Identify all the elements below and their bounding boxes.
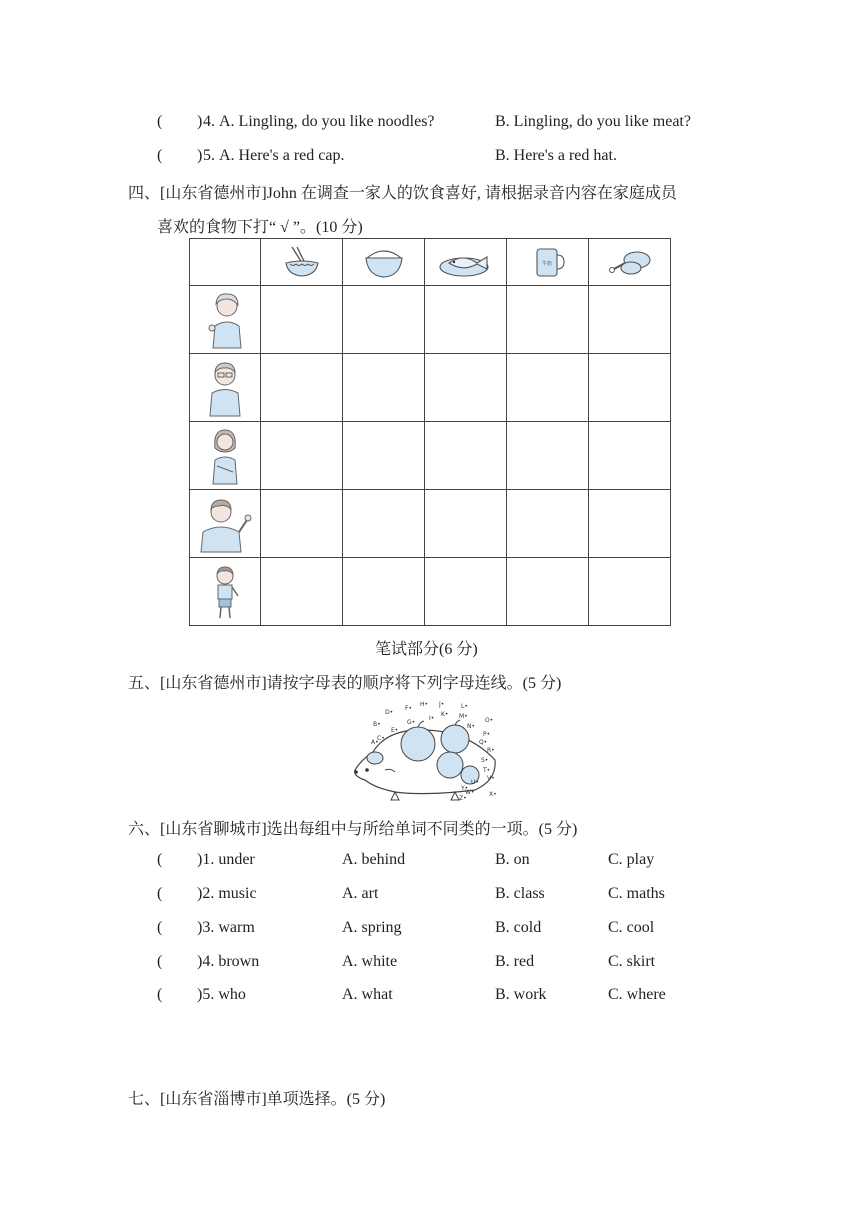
dot-letter: D• xyxy=(385,709,394,716)
noodles-icon xyxy=(280,245,324,279)
item-number: 4. xyxy=(203,113,215,130)
father-icon xyxy=(195,494,255,554)
option-b: B. work xyxy=(495,986,547,1003)
dot-letter: Y• xyxy=(461,785,469,792)
question-word: )2. music xyxy=(197,885,257,902)
dot-letter: G• xyxy=(407,719,416,726)
answer-paren[interactable]: ( xyxy=(157,147,163,164)
answer-cell[interactable] xyxy=(343,490,425,558)
table-header-row xyxy=(190,239,671,286)
dot-letter: T• xyxy=(483,767,491,774)
answer-cell[interactable] xyxy=(343,354,425,422)
section4-title-line1: 四、[山东省德州市]John 在调查一家人的饮食喜好, 请根据录音内容在家庭成员 xyxy=(128,185,677,202)
chicken-icon xyxy=(604,246,656,278)
section7-title: 七、[山东省淄博市]单项选择。(5 分) xyxy=(128,1091,386,1108)
section6-title: 六、[山东省聊城市]选出每组中与所给单词不同类的一项。(5 分) xyxy=(128,821,578,838)
option-b: B. cold xyxy=(495,919,542,936)
answer-cell[interactable] xyxy=(343,558,425,626)
hedgehog-dot-to-dot xyxy=(345,700,515,804)
answer-cell[interactable] xyxy=(343,286,425,354)
dot-letter: J• xyxy=(439,701,445,708)
option-a: A. what xyxy=(342,986,393,1003)
dot-letter: S• xyxy=(481,757,489,764)
member-row-grandma xyxy=(190,286,671,354)
grandma-icon xyxy=(205,290,245,350)
member-cell xyxy=(190,490,261,558)
member-cell xyxy=(190,354,261,422)
written-part-header: 笔试部分(6 分) xyxy=(375,641,478,658)
option-c: C. skirt xyxy=(608,953,656,970)
option-b: B. Here's a red hat. xyxy=(495,147,617,164)
answer-paren[interactable]: ( xyxy=(157,885,163,902)
item-number: 5. xyxy=(203,147,215,164)
answer-cell[interactable] xyxy=(589,354,671,422)
dot-letter: Z• xyxy=(459,795,467,802)
option-b: B. red xyxy=(495,953,535,970)
option-a: A. art xyxy=(342,885,379,902)
option-c: C. maths xyxy=(608,885,665,902)
question-word: )1. under xyxy=(197,851,255,868)
answer-cell[interactable] xyxy=(425,422,507,490)
food-preference-table xyxy=(189,238,671,626)
member-cell xyxy=(190,422,261,490)
dot-letter: L• xyxy=(461,703,468,710)
mother-icon xyxy=(205,426,245,486)
rice-icon xyxy=(361,244,407,280)
dot-letter: M• xyxy=(459,713,468,720)
answer-paren[interactable]: ( xyxy=(157,986,163,1003)
answer-cell[interactable] xyxy=(507,422,589,490)
dot-letter: O• xyxy=(485,717,494,724)
answer-cell[interactable] xyxy=(261,422,343,490)
dot-letter: U• xyxy=(471,779,479,786)
answer-cell[interactable] xyxy=(425,558,507,626)
answer-cell[interactable] xyxy=(507,354,589,422)
answer-cell[interactable] xyxy=(425,490,507,558)
option-b: B. Lingling, do you like meat? xyxy=(495,113,691,130)
answer-cell[interactable] xyxy=(261,490,343,558)
answer-cell[interactable] xyxy=(507,286,589,354)
option-a: A. spring xyxy=(342,919,402,936)
answer-paren[interactable]: ( xyxy=(157,851,163,868)
answer-cell[interactable] xyxy=(425,286,507,354)
dot-letter: R• xyxy=(487,747,495,754)
dot-letter: X• xyxy=(489,791,497,798)
answer-paren[interactable]: ( xyxy=(157,113,163,130)
answer-cell[interactable] xyxy=(261,354,343,422)
paren-close: ) xyxy=(197,147,203,164)
option-a: A. behind xyxy=(342,851,406,868)
milk-label: 牛奶 xyxy=(541,261,552,267)
grandpa-icon xyxy=(205,358,245,418)
option-a: A. white xyxy=(342,953,398,970)
milk-icon xyxy=(528,244,568,280)
fish-icon xyxy=(437,245,495,279)
dot-letter: W• xyxy=(465,789,475,796)
dot-letter: Q• xyxy=(479,739,488,746)
answer-cell[interactable] xyxy=(507,490,589,558)
option-c: C. where xyxy=(608,986,666,1003)
answer-cell[interactable] xyxy=(589,558,671,626)
dot-letter: N• xyxy=(467,723,476,730)
option-c: C. cool xyxy=(608,919,655,936)
dot-letter: H• xyxy=(420,701,429,708)
question-word: )3. warm xyxy=(197,919,255,936)
option-a: A. Here's a red cap. xyxy=(219,147,345,164)
header-milk xyxy=(507,239,589,286)
option-b: B. class xyxy=(495,885,545,902)
member-cell xyxy=(190,286,261,354)
section4-title-line2: 喜欢的食物下打“ √ ”。(10 分) xyxy=(157,219,363,236)
question-word: )4. brown xyxy=(197,953,260,970)
answer-cell[interactable] xyxy=(589,490,671,558)
header-noodles xyxy=(261,239,343,286)
member-row-boy xyxy=(190,558,671,626)
dot-letter: A• xyxy=(371,739,379,746)
dot-letter: I• xyxy=(429,715,435,722)
answer-cell[interactable] xyxy=(589,286,671,354)
dot-letter: V• xyxy=(487,775,495,782)
member-row-grandpa xyxy=(190,354,671,422)
answer-cell[interactable] xyxy=(507,558,589,626)
option-b: B. on xyxy=(495,851,530,868)
dot-letter: E• xyxy=(391,727,399,734)
answer-cell[interactable] xyxy=(261,286,343,354)
section5-title: 五、[山东省德州市]请按字母表的顺序将下列字母连线。(5 分) xyxy=(128,675,562,692)
answer-cell[interactable] xyxy=(343,422,425,490)
answer-paren[interactable]: ( xyxy=(157,953,163,970)
member-row-mother xyxy=(190,422,671,490)
header-fish xyxy=(425,239,507,286)
dot-letter: P• xyxy=(483,731,491,738)
option-a: A. Lingling, do you like noodles? xyxy=(219,113,435,130)
question-word: )5. who xyxy=(197,986,246,1003)
paren-close: ) xyxy=(197,113,203,130)
dot-letter: C• xyxy=(377,735,385,742)
header-chicken xyxy=(589,239,671,286)
boy-icon xyxy=(205,562,245,622)
answer-paren[interactable]: ( xyxy=(157,919,163,936)
dot-letter: F• xyxy=(405,705,412,712)
option-c: C. play xyxy=(608,851,655,868)
dot-letter: B• xyxy=(373,721,381,728)
answer-cell[interactable] xyxy=(425,354,507,422)
header-rice xyxy=(343,239,425,286)
corner-cell xyxy=(190,239,261,286)
member-row-father xyxy=(190,490,671,558)
member-cell xyxy=(190,558,261,626)
dot-letter: K• xyxy=(441,711,449,718)
answer-cell[interactable] xyxy=(261,558,343,626)
answer-cell[interactable] xyxy=(589,422,671,490)
